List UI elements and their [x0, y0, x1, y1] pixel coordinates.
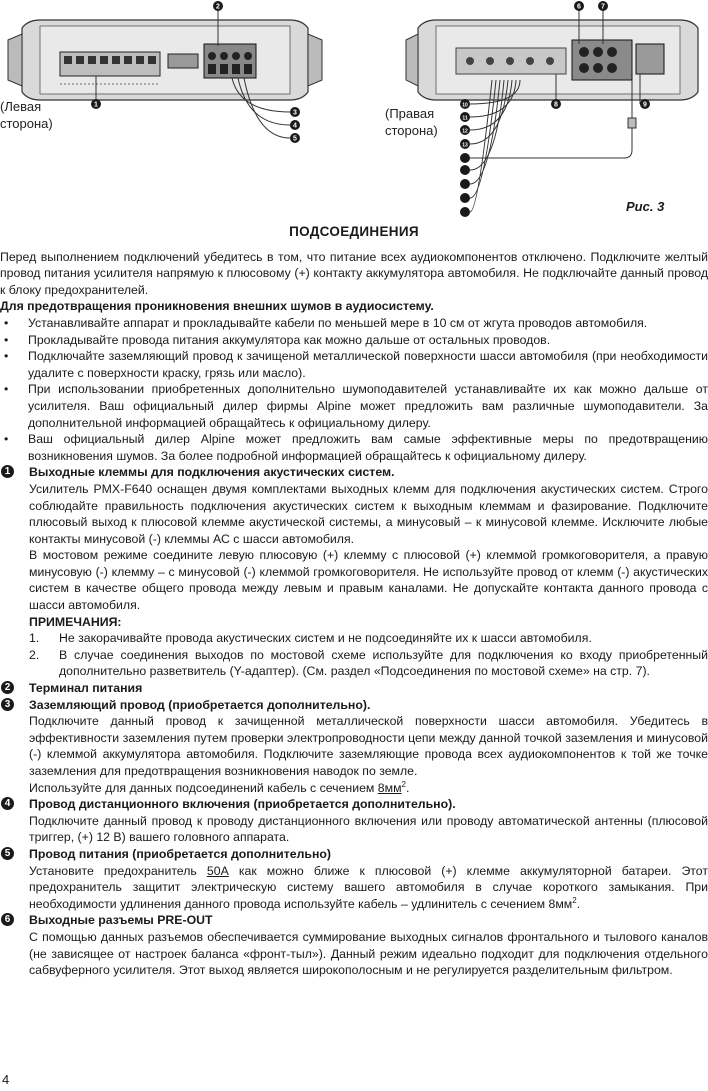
noise-heading: Для предотвращения проникновения внешних шумов в аудиосистему.	[0, 299, 434, 314]
section-number-badge: 2	[1, 681, 14, 694]
left-amplifier	[8, 20, 322, 100]
section-3-heading: 3 Заземляющий провод (приобретается дополнительно).	[0, 697, 708, 714]
connection-figure	[0, 0, 708, 218]
marker-label: 6	[577, 3, 581, 11]
section-number-badge: 4	[1, 797, 14, 810]
section-4-paragraph: Подключите данный провод к проводу дистанционного включения или проводу автоматической антенны (плюсовой триггер, (+) 12 В) вашего головного аппарата.	[29, 813, 708, 845]
right-amplifier	[406, 20, 698, 100]
noise-bullet-list	[0, 315, 708, 464]
section-5-paragraph: Установите предохранитель 50А как можно ближе к плюсовой (+) клемме аккумуляторной батареи. Этот предохранитель защитит электрическую систему вашего автомобиля в случае короткого замыкания. При необходимости удлинения данного провода используйте кабель – удлинитель с сечением $8мм^2$.	[29, 863, 708, 911]
list-item: • Ваш официальный дилер Alpine может предложить вам самые эффективные меры по предотвращению возникновения шумов. За более подробной информацией обращайтесь к официальному дилеру.	[0, 431, 708, 464]
section-4-heading: 4 Провод дистанционного включения (приобретается дополнительно).	[0, 796, 708, 813]
marker-label: 3	[293, 109, 297, 117]
section-number-badge: 5	[1, 847, 14, 860]
section-1-paragraph: В мостовом режиме соедините левую плюсовую (+) клемму с плюсовой (+) клеммой громкоговорителя, а правую минусовую (-) клемму – с минусовой (-) клеммой громкоговорителя. Не используйте провод от клемм (-) акустических систем в качестве общего провода между левым и правым каналами. Не допускайте контакта данного провода с шасси автомобиля.	[29, 548, 708, 613]
marker-label: 12	[462, 128, 468, 135]
section-6-heading: 6 Выходные разъемы PRE-OUT	[0, 912, 708, 929]
figure-label: Рис. 3	[626, 199, 665, 214]
section-5-heading: 5 Провод питания (приобретается дополнительно)	[0, 846, 708, 863]
marker-label: 5	[293, 135, 297, 143]
section-2-heading: 2 Терминал питания	[0, 680, 708, 697]
list-item: • Подключайте заземляющий провод к зачищеной металлической поверхности шасси автомобиля (при необходимости удалите с поверхности краску, грязь или масло).	[0, 348, 708, 381]
notes-list	[0, 630, 708, 680]
list-item: • Прокладывайте провода питания аккумулятора как можно дальше от остальных проводов.	[0, 332, 708, 349]
section-number-badge: 3	[1, 698, 14, 711]
marker-label: 8	[554, 101, 558, 109]
marker-label: 9	[643, 101, 647, 109]
list-item: 1. Не закорачивайте провода акустических систем и не подсоединяйте их к шасси автомобиля.	[29, 631, 592, 646]
list-item: • Устанавливайте аппарат и прокладывайте кабели по меньшей мере в 10 см от жгута проводов автомобиля.	[0, 315, 708, 332]
section-1-heading: 1 Выходные клеммы для подключения акустических систем.	[0, 464, 708, 481]
right-side-caption: (Правая сторона)	[385, 106, 438, 138]
intro-paragraph: Перед выполнением подключений убедитесь в том, что питание всех аудиокомпонентов отключено. Подключите желтый провод питания усилителя напрямую к плюсовому (+) контакту аккумулятора автомобиля. Не подключайте данный провод к блоку предохранителей.	[0, 249, 708, 297]
marker-label: 11	[462, 115, 468, 122]
marker-label: 2	[216, 3, 220, 11]
document-body	[0, 220, 708, 979]
left-side-caption: (Левая сторона)	[0, 99, 53, 131]
section-6-paragraph: С помощью данных разъемов обеспечивается суммирование выходных сигналов фронтального и тылового каналов (не зависящее от настроек баланса «фронт-тыл»). Данный режим идеально подходит для подключения отдельного сабвуферного усилителя. Этот выход является широкополосным и не регулируется разделительным фильтром.	[29, 929, 708, 978]
section-3-cable-note: Используйте для данных подсоединений кабель с сечением $8мм^2$.	[29, 779, 410, 795]
page-title: ПОДСОЕДИНЕНИЯ	[289, 224, 419, 239]
amplifier-illustration	[0, 0, 708, 218]
notes-heading: ПРИМЕЧАНИЯ:	[29, 614, 122, 629]
marker-label: 7	[601, 3, 605, 11]
section-3-paragraph: Подключите данный провод к зачищенной металлической поверхности шасси автомобиля. Убедитесь в эффективности заземления путем проверки электропроводности цепи между данной точкой заземления и минусовой (-) клеммой аккумулятора автомобиля. Подключите заземляющие провода всех аудиокомпонентов к той же точке заземления для предотвращения возникновения наводок по земле.	[29, 714, 708, 778]
section-number-badge: 6	[1, 913, 14, 926]
marker-label: 13	[462, 142, 468, 149]
list-item: 2. В случае соединения выходов по мостовой схеме используйте для подключения ко входу приобретенный дополнительно разветвитель (Y-адаптер). (См. раздел «Подсоединения по мостовой схеме» на стр. 7).	[29, 647, 708, 679]
section-1-paragraph: Усилитель PMX-F640 оснащен двумя комплектами выходных клемм для подключения акустических систем. Строго соблюдайте правильность подключения акустических систем к выходным клеммам и фазирование. Подключите плюсовый выход к плюсовой клемме акустической системы, а минусовый – к минусовой клемме. Исключите любые контакты минусовой (-) клеммы АС с шасси автомобиля.	[29, 481, 708, 546]
list-item: • При использовании приобретенных дополнительно шумоподавителей устанавливайте их как можно дальше от усилителя. Ваш официальный дилер фирмы Alpine может предложить вам различные шумоподавители. За дополнительной информацией обращайтесь к официальному дилеру.	[0, 381, 708, 431]
page-number: 4	[2, 1072, 10, 1087]
marker-label: 10	[462, 102, 468, 109]
section-number-badge: 1	[1, 465, 14, 478]
marker-label: 4	[293, 122, 297, 130]
marker-label: 1	[94, 101, 98, 109]
